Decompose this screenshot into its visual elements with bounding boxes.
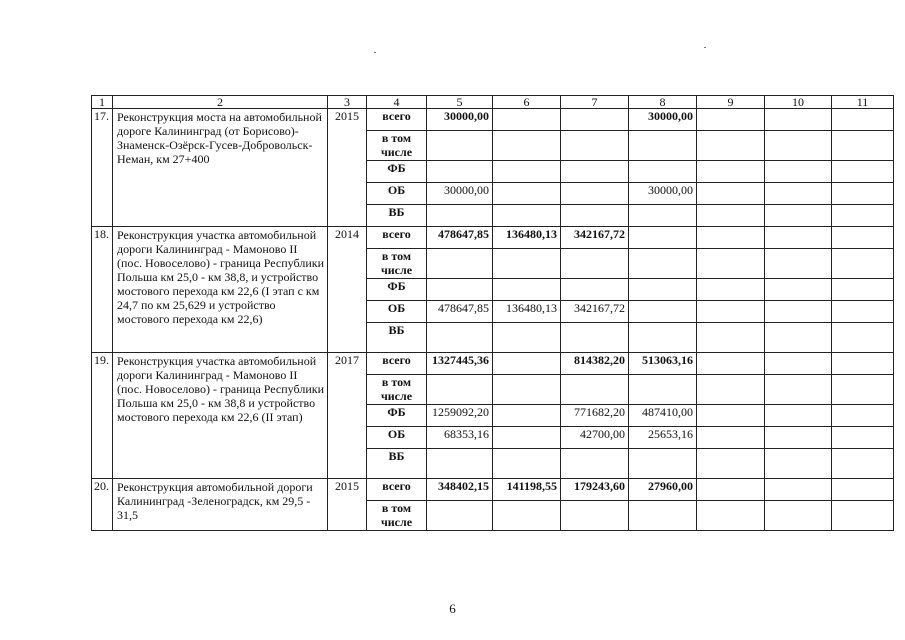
amount-col9 [697, 183, 765, 205]
table-row [92, 109, 894, 131]
funding-kind: всего [367, 479, 427, 501]
amount-col11 [832, 161, 894, 183]
amount-col5: 68353,16 [427, 427, 493, 449]
funding-kind: в том числе [367, 501, 427, 531]
amount-col8 [629, 227, 697, 249]
amount-col5: 1259092,20 [427, 405, 493, 427]
amount-col6 [493, 501, 561, 531]
amount-col7: 771682,20 [561, 405, 629, 427]
amount-col5 [427, 323, 493, 353]
amount-col7: 342167,72 [561, 227, 629, 249]
amount-col9 [697, 249, 765, 279]
amount-col5 [427, 161, 493, 183]
entry-title: Реконструкция участка автомобильной дороги Калининград - Мамоново II (пос. Новоселово) - граница Республики Польша км 25,0 - км 38,8 и устройство мостового перехода км 22,6 (II этап) [113, 353, 328, 479]
table-row [92, 353, 894, 375]
amount-col11 [832, 323, 894, 353]
amount-col6 [493, 249, 561, 279]
amount-col10 [765, 131, 832, 161]
amount-col8: 30000,00 [629, 109, 697, 131]
amount-col11 [832, 183, 894, 205]
funding-kind: ФБ [367, 279, 427, 301]
amount-col6 [493, 449, 561, 479]
amount-col7 [561, 161, 629, 183]
amount-col6 [493, 131, 561, 161]
amount-col9 [697, 301, 765, 323]
amount-col6: 136480,13 [493, 227, 561, 249]
amount-col5 [427, 205, 493, 227]
amount-col11 [832, 501, 894, 531]
amount-col7 [561, 183, 629, 205]
amount-col6 [493, 427, 561, 449]
entry-number: 19. [92, 353, 113, 479]
amount-col11 [832, 353, 894, 375]
amount-col5: 30000,00 [427, 183, 493, 205]
column-number: 11 [832, 96, 894, 109]
amount-col9 [697, 449, 765, 479]
amount-col7: 179243,60 [561, 479, 629, 501]
column-number: 1 [92, 96, 113, 109]
funding-kind: ОБ [367, 427, 427, 449]
amount-col11 [832, 227, 894, 249]
amount-col5 [427, 501, 493, 531]
amount-col8 [629, 161, 697, 183]
amount-col7 [561, 501, 629, 531]
amount-col11 [832, 131, 894, 161]
amount-col9 [697, 131, 765, 161]
amount-col6 [493, 323, 561, 353]
funding-kind: ОБ [367, 301, 427, 323]
amount-col10 [765, 161, 832, 183]
amount-col9 [697, 227, 765, 249]
amount-col7 [561, 131, 629, 161]
amount-col8 [629, 323, 697, 353]
amount-col6 [493, 353, 561, 375]
amount-col5: 478647,85 [427, 227, 493, 249]
amount-col6 [493, 109, 561, 131]
funding-kind: в том числе [367, 249, 427, 279]
funding-kind: в том числе [367, 131, 427, 161]
funding-kind: ФБ [367, 161, 427, 183]
column-number: 7 [561, 96, 629, 109]
amount-col10 [765, 479, 832, 501]
column-number: 2 [113, 96, 328, 109]
entry-year: 2014 [328, 227, 367, 353]
amount-col5: 478647,85 [427, 301, 493, 323]
table-body [92, 96, 894, 531]
amount-col5 [427, 279, 493, 301]
amount-col5 [427, 131, 493, 161]
amount-col11 [832, 427, 894, 449]
funding-kind: всего [367, 227, 427, 249]
amount-col5: 1327445,36 [427, 353, 493, 375]
entry-title: Реконструкция участка автомобильной дороги Калининград - Мамоново II (пос. Новоселово) - граница Республики Польша км 25,0 - км 38,8, и устройство мостового перехода км 22,6 (I этап с км 24,7 по км 25,629 и устройство мостового перехода км 22,6) [113, 227, 328, 353]
amount-col6 [493, 183, 561, 205]
amount-col6 [493, 205, 561, 227]
column-number: 9 [697, 96, 765, 109]
scan-speck [374, 52, 376, 53]
amount-col8: 30000,00 [629, 183, 697, 205]
amount-col9 [697, 427, 765, 449]
funding-kind: ВБ [367, 323, 427, 353]
amount-col5: 30000,00 [427, 109, 493, 131]
amount-col7 [561, 279, 629, 301]
amount-col11 [832, 109, 894, 131]
amount-col8 [629, 301, 697, 323]
funding-kind: ФБ [367, 405, 427, 427]
column-number: 10 [765, 96, 832, 109]
amount-col10 [765, 183, 832, 205]
amount-col9 [697, 375, 765, 405]
amount-col9 [697, 353, 765, 375]
amount-col10 [765, 501, 832, 531]
funding-table [91, 95, 894, 531]
amount-col7: 814382,20 [561, 353, 629, 375]
amount-col9 [697, 405, 765, 427]
amount-col11 [832, 375, 894, 405]
amount-col10 [765, 323, 832, 353]
amount-col9 [697, 205, 765, 227]
amount-col11 [832, 479, 894, 501]
amount-col8 [629, 501, 697, 531]
amount-col10 [765, 427, 832, 449]
amount-col9 [697, 479, 765, 501]
amount-col7 [561, 375, 629, 405]
table-row [92, 227, 894, 249]
column-number-row [92, 96, 894, 109]
amount-col11 [832, 249, 894, 279]
amount-col8 [629, 375, 697, 405]
amount-col6 [493, 375, 561, 405]
amount-col9 [697, 501, 765, 531]
entry-title: Реконструкция автомобильной дороги Калининград -Зеленоградск, км 29,5 - 31,5 [113, 479, 328, 531]
amount-col8: 25653,16 [629, 427, 697, 449]
amount-col9 [697, 323, 765, 353]
amount-col8 [629, 449, 697, 479]
column-number: 5 [427, 96, 493, 109]
amount-col10 [765, 227, 832, 249]
amount-col10 [765, 353, 832, 375]
amount-col6: 141198,55 [493, 479, 561, 501]
amount-col9 [697, 161, 765, 183]
amount-col10 [765, 375, 832, 405]
funding-kind: ВБ [367, 205, 427, 227]
amount-col7: 342167,72 [561, 301, 629, 323]
amount-col8 [629, 131, 697, 161]
amount-col9 [697, 279, 765, 301]
amount-col7 [561, 109, 629, 131]
amount-col6: 136480,13 [493, 301, 561, 323]
funding-kind: ОБ [367, 183, 427, 205]
amount-col5 [427, 375, 493, 405]
amount-col9 [697, 109, 765, 131]
amount-col7 [561, 449, 629, 479]
amount-col7 [561, 205, 629, 227]
funding-kind: ВБ [367, 449, 427, 479]
amount-col10 [765, 205, 832, 227]
amount-col8 [629, 249, 697, 279]
column-number: 6 [493, 96, 561, 109]
entry-year: 2015 [328, 109, 367, 227]
scan-speck [704, 47, 706, 48]
amount-col6 [493, 405, 561, 427]
entry-title: Реконструкция моста на автомобильной дороге Калининград (от Борисово)-Знаменск-Озёрск-Гусев-Добровольск-Неман, км 27+400 [113, 109, 328, 227]
amount-col10 [765, 449, 832, 479]
page-number: 6 [449, 601, 456, 616]
column-number: 4 [367, 96, 427, 109]
amount-col8: 27960,00 [629, 479, 697, 501]
entry-number: 17. [92, 109, 113, 227]
entry-number: 20. [92, 479, 113, 531]
amount-col10 [765, 405, 832, 427]
amount-col11 [832, 205, 894, 227]
amount-col5 [427, 249, 493, 279]
column-number: 8 [629, 96, 697, 109]
entry-number: 18. [92, 227, 113, 353]
amount-col8 [629, 279, 697, 301]
amount-col11 [832, 449, 894, 479]
amount-col7 [561, 323, 629, 353]
amount-col10 [765, 301, 832, 323]
column-number: 3 [328, 96, 367, 109]
amount-col10 [765, 279, 832, 301]
amount-col5: 348402,15 [427, 479, 493, 501]
table-row [92, 479, 894, 501]
amount-col6 [493, 279, 561, 301]
amount-col11 [832, 301, 894, 323]
amount-col11 [832, 279, 894, 301]
amount-col10 [765, 249, 832, 279]
funding-kind: всего [367, 353, 427, 375]
amount-col11 [832, 405, 894, 427]
amount-col10 [765, 109, 832, 131]
funding-kind: в том числе [367, 375, 427, 405]
amount-col8: 487410,00 [629, 405, 697, 427]
amount-col6 [493, 161, 561, 183]
amount-col7 [561, 249, 629, 279]
amount-col8 [629, 205, 697, 227]
amount-col8: 513063,16 [629, 353, 697, 375]
entry-year: 2017 [328, 353, 367, 479]
funding-kind: всего [367, 109, 427, 131]
amount-col5 [427, 449, 493, 479]
amount-col7: 42700,00 [561, 427, 629, 449]
entry-year: 2015 [328, 479, 367, 531]
